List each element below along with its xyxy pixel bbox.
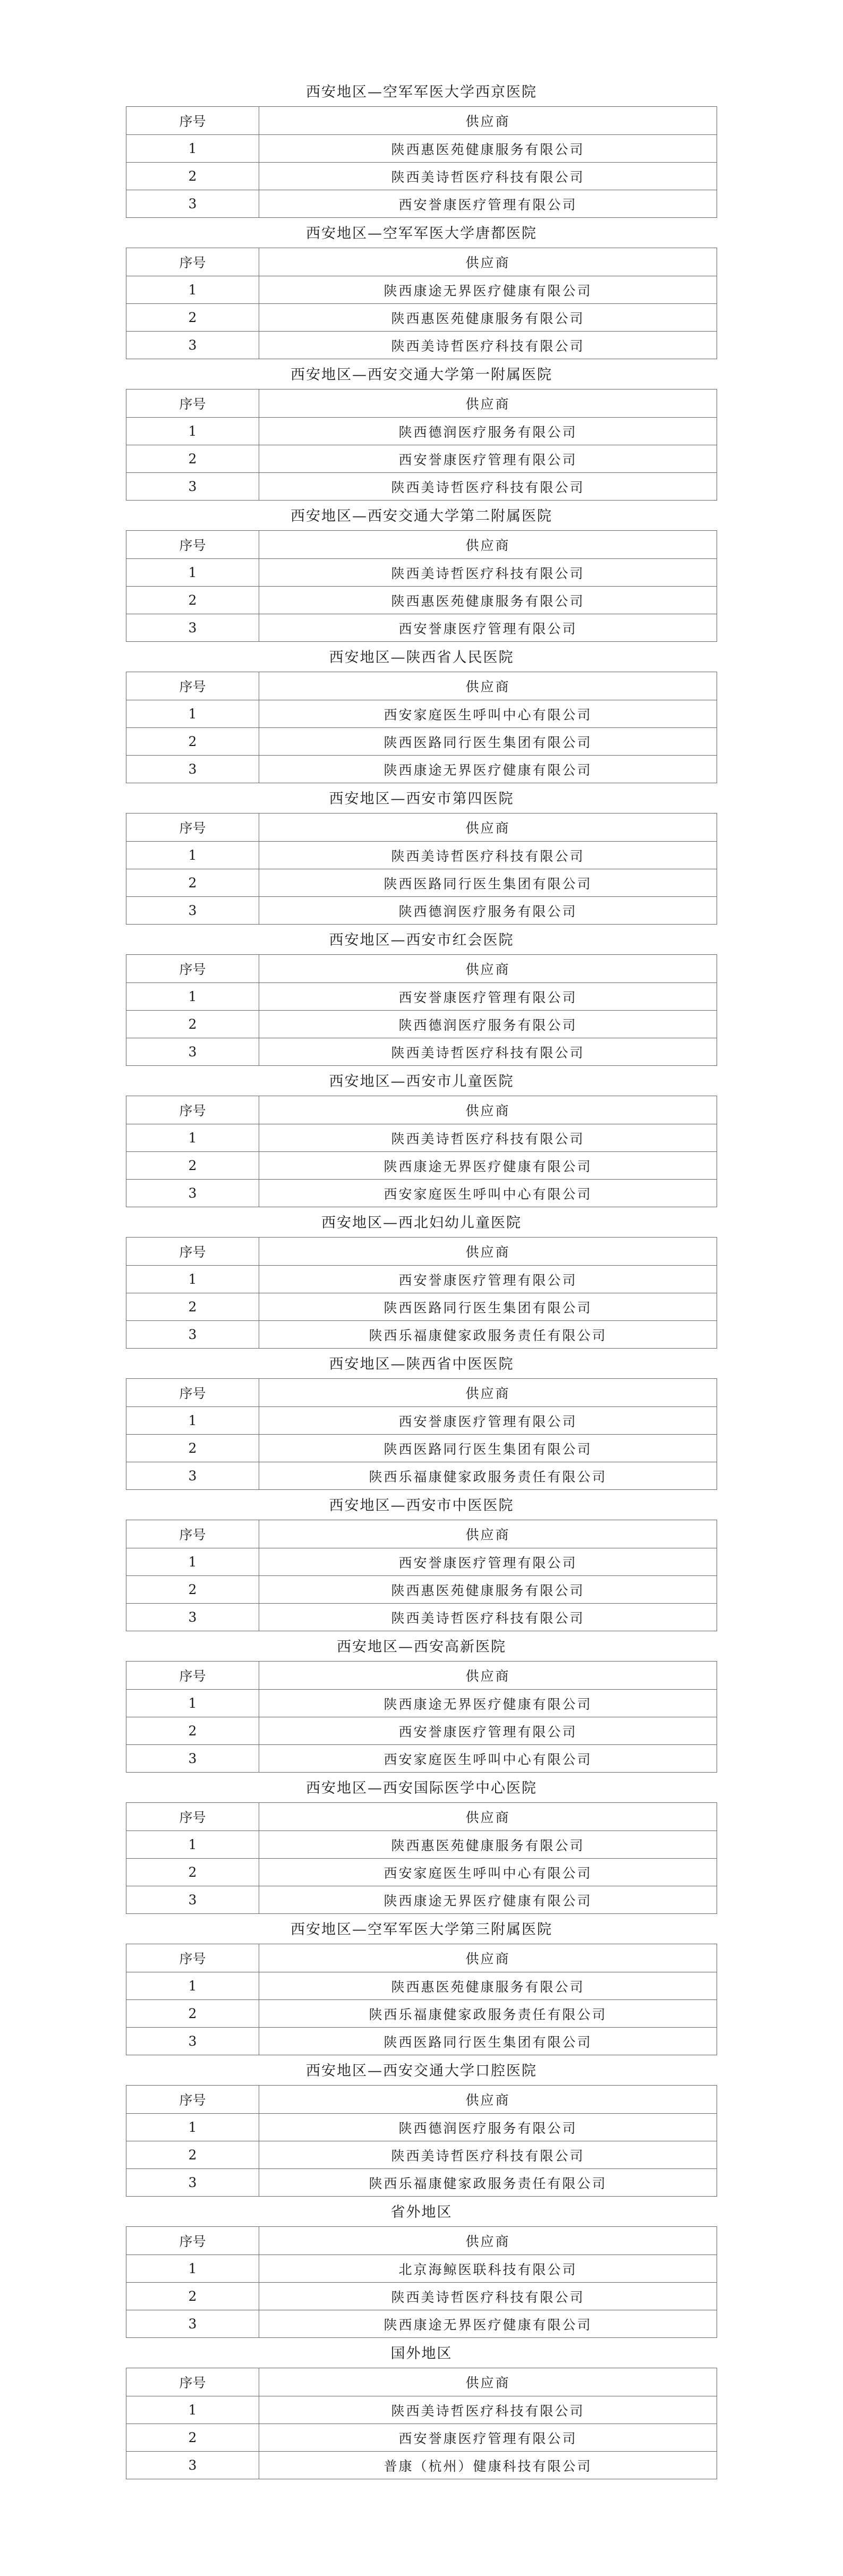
cell-supplier: 陕西惠医苑健康服务有限公司 — [391, 310, 585, 326]
cell-supplier: 陕西医路同行医生集团有限公司 — [384, 734, 592, 750]
cell-supplier: 西安誉康医疗管理有限公司 — [398, 1724, 577, 1740]
cell-supplier: 西安誉康医疗管理有限公司 — [398, 197, 577, 213]
table-row — [126, 2396, 717, 2424]
cell-no: 1 — [126, 2114, 259, 2141]
cell-no: 1 — [126, 135, 259, 162]
header-no: 序号 — [126, 1520, 259, 1548]
table-row — [126, 2113, 717, 2141]
cell-no: 1 — [126, 1548, 259, 1575]
table-row — [126, 190, 717, 217]
cell-no: 3 — [126, 756, 259, 783]
cell-no: 3 — [126, 614, 259, 641]
header-no: 序号 — [126, 1803, 259, 1831]
header-supplier: 供应商 — [465, 1810, 510, 1825]
header-no: 序号 — [126, 955, 259, 982]
table-header — [126, 1803, 717, 1831]
cell-no: 2 — [126, 304, 259, 331]
table-row — [126, 1406, 717, 1434]
table-header — [126, 672, 717, 700]
table-row — [126, 2424, 717, 2451]
table-header — [126, 1379, 717, 1406]
header-supplier: 供应商 — [465, 1668, 510, 1684]
table-row — [126, 1717, 717, 1744]
table-row — [126, 331, 717, 359]
table-header — [126, 1944, 717, 1972]
header-no: 序号 — [126, 672, 259, 700]
table-header — [126, 814, 717, 841]
cell-no: 2 — [126, 869, 259, 896]
cell-no: 3 — [126, 2028, 259, 2055]
cell-no: 1 — [126, 983, 259, 1010]
table-row — [126, 2310, 717, 2337]
table-row — [126, 1831, 717, 1858]
cell-supplier: 陕西美诗哲医疗科技有限公司 — [391, 1610, 585, 1626]
supplier-table — [126, 2085, 717, 2197]
table-row — [126, 1179, 717, 1207]
header-no: 序号 — [126, 531, 259, 558]
cell-supplier: 西安家庭医生呼叫中心有限公司 — [384, 1186, 592, 1202]
header-no: 序号 — [126, 1379, 259, 1406]
cell-supplier: 陕西康途无界医疗健康有限公司 — [384, 283, 592, 299]
supplier-table — [126, 1520, 717, 1631]
header-supplier: 供应商 — [465, 1527, 510, 1543]
cell-no: 3 — [126, 332, 259, 359]
table-row — [126, 841, 717, 869]
cell-supplier: 陕西美诗哲医疗科技有限公司 — [391, 338, 585, 354]
cell-no: 2 — [126, 1576, 259, 1603]
section-title: 西安地区—西安高新医院 — [337, 1639, 506, 1655]
section-title: 西安地区—陕西省人民医院 — [329, 649, 514, 666]
header-no: 序号 — [126, 1944, 259, 1972]
table-row — [126, 1972, 717, 1999]
table-header — [126, 531, 717, 558]
cell-no: 2 — [126, 2141, 259, 2168]
header-supplier: 供应商 — [465, 1386, 510, 1401]
section-title: 国外地区 — [390, 2345, 453, 2362]
cell-no: 1 — [126, 418, 259, 445]
section-title: 西安地区—西安交通大学第一附属医院 — [291, 367, 552, 383]
cell-no: 1 — [126, 1266, 259, 1293]
cell-supplier: 陕西惠医苑健康服务有限公司 — [391, 141, 585, 157]
header-no: 序号 — [126, 2086, 259, 2113]
section-title: 西安地区—空军军医大学西京医院 — [306, 84, 537, 100]
cell-no: 3 — [126, 2169, 259, 2196]
cell-no: 2 — [126, 587, 259, 614]
table-row — [126, 445, 717, 472]
supplier-table — [126, 1802, 717, 1914]
cell-no: 3 — [126, 190, 259, 217]
table-row — [126, 1320, 717, 1348]
cell-supplier: 陕西德润医疗服务有限公司 — [398, 1017, 577, 1033]
table-header — [126, 1238, 717, 1265]
table-row — [126, 1858, 717, 1886]
header-no: 序号 — [126, 107, 259, 134]
supplier-table — [126, 954, 717, 1066]
table-row — [126, 162, 717, 190]
cell-supplier: 陕西医路同行医生集团有限公司 — [384, 876, 592, 892]
cell-no: 2 — [126, 1717, 259, 1744]
cell-no: 1 — [126, 559, 259, 586]
cell-no: 2 — [126, 728, 259, 755]
cell-no: 3 — [126, 2452, 259, 2479]
cell-supplier: 西安家庭医生呼叫中心有限公司 — [384, 1865, 592, 1881]
cell-no: 1 — [126, 276, 259, 303]
cell-no: 2 — [126, 1293, 259, 1320]
header-supplier: 供应商 — [465, 1103, 510, 1118]
cell-supplier: 西安誉康医疗管理有限公司 — [398, 621, 577, 637]
supplier-table — [126, 248, 717, 359]
cell-no: 2 — [126, 1011, 259, 1038]
header-supplier: 供应商 — [465, 1244, 510, 1260]
header-no: 序号 — [126, 814, 259, 841]
cell-supplier: 陕西美诗哲医疗科技有限公司 — [391, 1045, 585, 1061]
cell-no: 2 — [126, 1859, 259, 1886]
supplier-table — [126, 2368, 717, 2479]
table-row — [126, 472, 717, 500]
table-row — [126, 1548, 717, 1575]
table-row — [126, 982, 717, 1010]
cell-no: 1 — [126, 1831, 259, 1858]
cell-supplier: 陕西德润医疗服务有限公司 — [398, 424, 577, 440]
header-no: 序号 — [126, 389, 259, 417]
cell-supplier: 陕西惠医苑健康服务有限公司 — [391, 1979, 585, 1995]
cell-no: 1 — [126, 1124, 259, 1151]
supplier-table — [126, 389, 717, 501]
cell-supplier: 陕西美诗哲医疗科技有限公司 — [391, 565, 585, 581]
cell-no: 3 — [126, 1321, 259, 1348]
cell-supplier: 西安誉康医疗管理有限公司 — [398, 1272, 577, 1288]
cell-supplier: 陕西惠医苑健康服务有限公司 — [391, 1837, 585, 1853]
cell-supplier: 陕西乐福康健家政服务责任有限公司 — [369, 2006, 607, 2022]
header-no: 序号 — [126, 248, 259, 276]
supplier-table — [126, 1096, 717, 1207]
section-title: 西安地区—西安市红会医院 — [329, 932, 514, 948]
table-header — [126, 107, 717, 134]
header-supplier: 供应商 — [465, 820, 510, 836]
cell-no: 3 — [126, 2310, 259, 2337]
table-row — [126, 1689, 717, 1717]
section-title: 西安地区—陕西省中医医院 — [329, 1356, 514, 1372]
table-row — [126, 417, 717, 445]
header-supplier: 供应商 — [465, 538, 510, 553]
cell-supplier: 陕西康途无界医疗健康有限公司 — [384, 2317, 592, 2333]
header-supplier: 供应商 — [465, 2375, 510, 2391]
table-row — [126, 755, 717, 783]
cell-supplier: 陕西乐福康健家政服务责任有限公司 — [369, 1469, 607, 1485]
header-supplier: 供应商 — [465, 2234, 510, 2249]
cell-supplier: 陕西医路同行医生集团有限公司 — [384, 1441, 592, 1457]
section-title: 西安地区—西安国际医学中心医院 — [306, 1780, 537, 1797]
table-row — [126, 303, 717, 331]
cell-no: 1 — [126, 1407, 259, 1434]
header-supplier: 供应商 — [465, 255, 510, 270]
cell-no: 2 — [126, 1152, 259, 1179]
cell-supplier: 北京海鲸医联科技有限公司 — [398, 2261, 577, 2277]
header-supplier: 供应商 — [465, 1951, 510, 1967]
cell-no: 2 — [126, 1435, 259, 1462]
supplier-table — [126, 1661, 717, 1773]
cell-supplier: 陕西乐福康健家政服务责任有限公司 — [369, 1327, 607, 1343]
supplier-table — [126, 530, 717, 642]
cell-no: 1 — [126, 1690, 259, 1717]
table-row — [126, 2027, 717, 2055]
table-row — [126, 2451, 717, 2479]
table-row — [126, 727, 717, 755]
cell-supplier: 陕西乐福康健家政服务责任有限公司 — [369, 2175, 607, 2191]
cell-no: 2 — [126, 445, 259, 472]
cell-no: 3 — [126, 1604, 259, 1631]
header-no: 序号 — [126, 1662, 259, 1689]
cell-no: 3 — [126, 1886, 259, 1913]
header-no: 序号 — [126, 2368, 259, 2396]
table-row — [126, 1886, 717, 1913]
cell-supplier: 西安誉康医疗管理有限公司 — [398, 989, 577, 1005]
table-row — [126, 586, 717, 614]
supplier-table — [126, 1237, 717, 1349]
table-row — [126, 1575, 717, 1603]
supplier-table — [126, 813, 717, 925]
table-header — [126, 2227, 717, 2255]
table-header — [126, 955, 717, 982]
section-title: 省外地区 — [390, 2204, 453, 2221]
cell-supplier: 陕西康途无界医疗健康有限公司 — [384, 1893, 592, 1909]
section-title: 西安地区—西安市儿童医院 — [329, 1073, 514, 1090]
supplier-table — [126, 1378, 717, 1490]
cell-supplier: 陕西惠医苑健康服务有限公司 — [391, 1582, 585, 1598]
cell-no: 2 — [126, 2424, 259, 2451]
section-title: 西安地区—空军军医大学唐都医院 — [306, 225, 537, 242]
table-header — [126, 1520, 717, 1548]
cell-supplier: 陕西美诗哲医疗科技有限公司 — [391, 2148, 585, 2164]
header-no: 序号 — [126, 2227, 259, 2255]
supplier-table — [126, 672, 717, 783]
cell-no: 3 — [126, 1180, 259, 1207]
table-row — [126, 614, 717, 641]
cell-supplier: 西安家庭医生呼叫中心有限公司 — [384, 707, 592, 723]
table-row — [126, 1999, 717, 2027]
table-row — [126, 1010, 717, 1038]
section-title: 西安地区—西安交通大学口腔医院 — [306, 2063, 537, 2079]
cell-no: 1 — [126, 2396, 259, 2424]
table-row — [126, 2141, 717, 2168]
section-title: 西安地区—西北妇幼儿童医院 — [321, 1215, 522, 1231]
cell-supplier: 陕西康途无界医疗健康有限公司 — [384, 762, 592, 778]
header-no: 序号 — [126, 1238, 259, 1265]
cell-supplier: 普康（杭州）健康科技有限公司 — [384, 2458, 592, 2474]
cell-supplier: 西安誉康医疗管理有限公司 — [398, 452, 577, 468]
header-no: 序号 — [126, 1096, 259, 1124]
cell-no: 1 — [126, 842, 259, 869]
table-row — [126, 896, 717, 924]
table-row — [126, 1151, 717, 1179]
cell-supplier: 陕西美诗哲医疗科技有限公司 — [391, 169, 585, 185]
header-supplier: 供应商 — [465, 962, 510, 977]
table-row — [126, 700, 717, 727]
section-title: 西安地区—西安交通大学第二附属医院 — [291, 508, 552, 524]
header-supplier: 供应商 — [465, 2092, 510, 2108]
cell-supplier: 陕西康途无界医疗健康有限公司 — [384, 1158, 592, 1174]
table-row — [126, 869, 717, 896]
table-row — [126, 1265, 717, 1293]
header-supplier: 供应商 — [465, 679, 510, 694]
cell-supplier: 陕西美诗哲医疗科技有限公司 — [391, 1131, 585, 1147]
cell-supplier: 陕西医路同行医生集团有限公司 — [384, 1300, 592, 1316]
cell-supplier: 陕西康途无界医疗健康有限公司 — [384, 1696, 592, 1712]
cell-supplier: 西安誉康医疗管理有限公司 — [398, 1555, 577, 1571]
cell-supplier: 陕西美诗哲医疗科技有限公司 — [391, 848, 585, 864]
cell-supplier: 西安誉康医疗管理有限公司 — [398, 1413, 577, 1429]
cell-supplier: 陕西惠医苑健康服务有限公司 — [391, 593, 585, 609]
cell-supplier: 西安誉康医疗管理有限公司 — [398, 2430, 577, 2446]
table-row — [126, 134, 717, 162]
table-header — [126, 2368, 717, 2396]
cell-no: 1 — [126, 700, 259, 727]
table-row — [126, 558, 717, 586]
table-row — [126, 2255, 717, 2282]
cell-no: 3 — [126, 473, 259, 500]
table-row — [126, 1434, 717, 1462]
cell-supplier: 西安家庭医生呼叫中心有限公司 — [384, 1751, 592, 1767]
table-row — [126, 1603, 717, 1631]
cell-supplier: 陕西医路同行医生集团有限公司 — [384, 2034, 592, 2050]
section-title: 西安地区—西安市第四医院 — [329, 791, 514, 807]
section-title: 西安地区—西安市中医医院 — [329, 1497, 514, 1514]
cell-supplier: 陕西美诗哲医疗科技有限公司 — [391, 2403, 585, 2419]
supplier-table — [126, 2226, 717, 2338]
cell-no: 3 — [126, 1038, 259, 1065]
table-header — [126, 1662, 717, 1689]
table-header — [126, 1096, 717, 1124]
table-row — [126, 276, 717, 303]
table-row — [126, 1744, 717, 1772]
cell-supplier: 陕西德润医疗服务有限公司 — [398, 2120, 577, 2136]
supplier-table — [126, 106, 717, 218]
table-row — [126, 2168, 717, 2196]
cell-supplier: 陕西德润医疗服务有限公司 — [398, 903, 577, 919]
cell-no: 1 — [126, 1972, 259, 1999]
supplier-table — [126, 1944, 717, 2055]
table-header — [126, 248, 717, 276]
table-row — [126, 1038, 717, 1065]
cell-no: 1 — [126, 2255, 259, 2282]
header-supplier: 供应商 — [465, 396, 510, 412]
header-supplier: 供应商 — [465, 114, 510, 129]
table-header — [126, 389, 717, 417]
table-header — [126, 2086, 717, 2113]
table-row — [126, 1124, 717, 1151]
cell-no: 3 — [126, 1462, 259, 1489]
table-row — [126, 1293, 717, 1320]
cell-no: 2 — [126, 2283, 259, 2310]
table-row — [126, 2282, 717, 2310]
cell-no: 3 — [126, 1745, 259, 1772]
cell-supplier: 陕西美诗哲医疗科技有限公司 — [391, 2289, 585, 2305]
table-row — [126, 1462, 717, 1489]
cell-supplier: 陕西美诗哲医疗科技有限公司 — [391, 479, 585, 495]
cell-no: 2 — [126, 2000, 259, 2027]
cell-no: 3 — [126, 897, 259, 924]
section-title: 西安地区—空军军医大学第三附属医院 — [291, 1921, 552, 1938]
cell-no: 2 — [126, 163, 259, 190]
